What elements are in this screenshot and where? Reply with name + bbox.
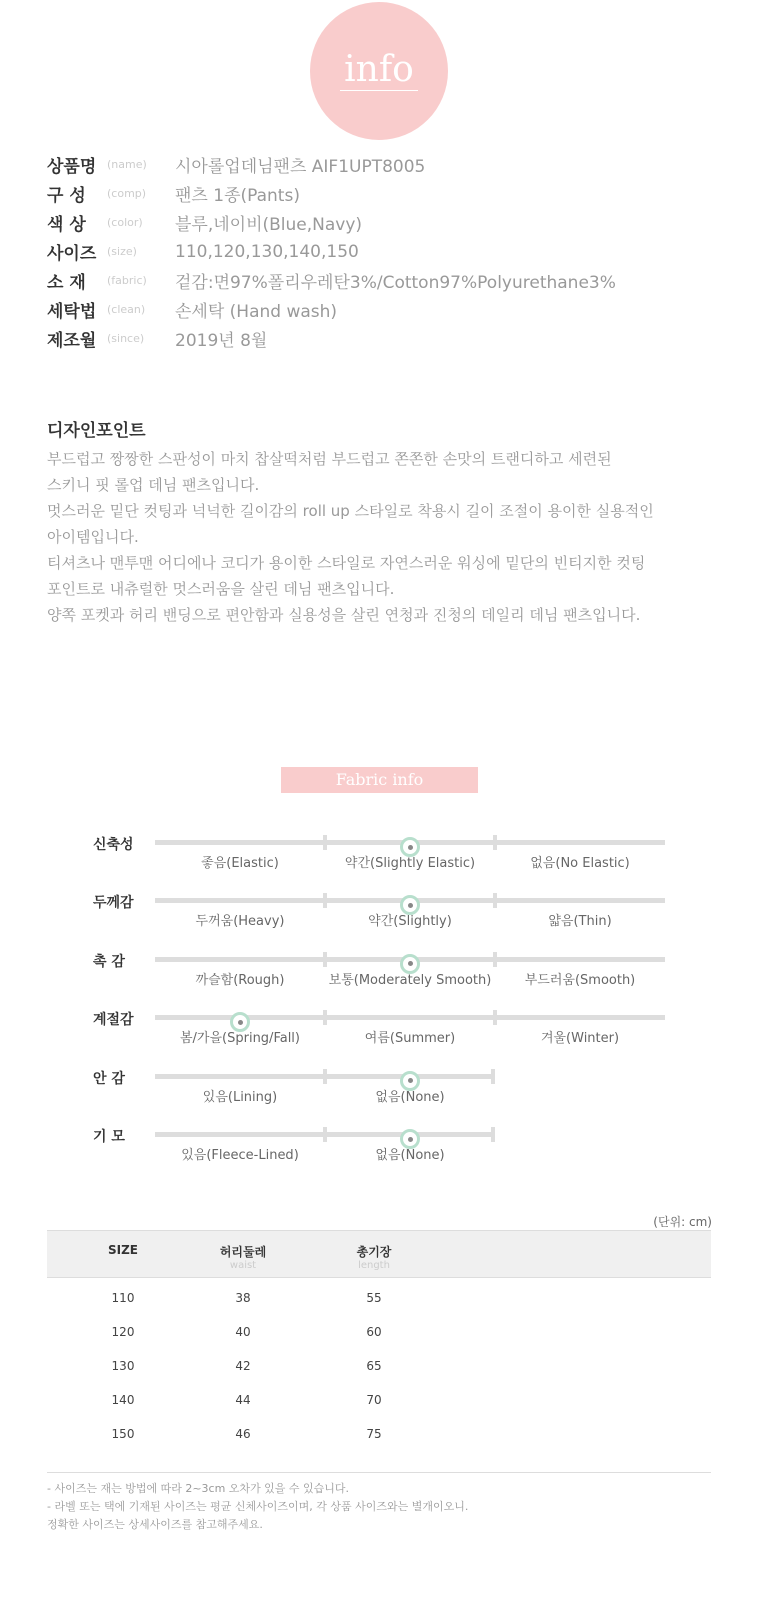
fabric-row-label: 안 감 bbox=[93, 1070, 125, 1087]
fabric-row-label: 계절감 bbox=[93, 1012, 134, 1029]
design-line: 양쪽 포켓과 허리 밴딩으로 편안함과 실용성을 살린 연청과 진청의 데일리 데님 팬츠입니다. bbox=[47, 606, 641, 624]
size-notes bbox=[47, 1472, 711, 1534]
fabric-option-label: 봄/가을(Spring/Fall) bbox=[179, 1031, 300, 1047]
spec-label-en: (since) bbox=[107, 332, 145, 345]
fabric-option-label: 없음(None) bbox=[375, 1089, 445, 1105]
size-header-cell bbox=[324, 1243, 424, 1272]
spec-label-en: (size) bbox=[107, 245, 137, 258]
spec-row bbox=[47, 295, 616, 324]
design-point-title: 디자인포인트 bbox=[47, 421, 146, 441]
size-note: - 사이즈는 재는 방법에 따라 2~3cm 오차가 있을 수 있습니다. bbox=[47, 1482, 350, 1495]
spec-value: 팬츠 1종(Pants) bbox=[175, 186, 300, 206]
spec-value: 손세탁 (Hand wash) bbox=[175, 302, 338, 322]
info-label: info bbox=[340, 52, 418, 91]
info-badge bbox=[310, 2, 448, 140]
fabric-option-label: 여름(Summer) bbox=[364, 1031, 456, 1047]
size-cell: 140 bbox=[111, 1393, 135, 1407]
fabric-scale-tick bbox=[323, 835, 327, 850]
fabric-row bbox=[0, 1009, 780, 1067]
table-row bbox=[47, 1417, 711, 1451]
fabric-row-label: 기 모 bbox=[93, 1129, 125, 1145]
table-row bbox=[47, 1383, 711, 1417]
fabric-row bbox=[0, 892, 780, 950]
size-table bbox=[47, 1230, 711, 1451]
size-cell: 70 bbox=[366, 1393, 382, 1407]
fabric-option-label: 두꺼움(Heavy) bbox=[195, 914, 285, 930]
size-header-cell bbox=[73, 1243, 173, 1257]
spec-label: 제조월 bbox=[47, 331, 97, 351]
size-cell: 60 bbox=[366, 1325, 382, 1339]
size-cell: 130 bbox=[111, 1359, 135, 1373]
fabric-row bbox=[0, 1068, 780, 1126]
fabric-scale-tick bbox=[493, 893, 497, 908]
size-cell: 75 bbox=[366, 1427, 382, 1441]
fabric-scale-bar bbox=[155, 1015, 665, 1020]
fabric-option-label: 약간(Slightly) bbox=[368, 914, 452, 930]
spec-value: 블루,네이비(Blue,Navy) bbox=[175, 215, 363, 235]
fabric-scale-tick bbox=[493, 952, 497, 967]
fabric-scale-tick bbox=[491, 1069, 495, 1084]
fabric-option-label: 얇음(Thin) bbox=[548, 914, 612, 930]
spec-row bbox=[47, 150, 616, 179]
size-cell: 42 bbox=[235, 1359, 251, 1373]
fabric-option-label: 있음(Fleece-Lined) bbox=[181, 1148, 299, 1163]
fabric-option-label: 좋음(Elastic) bbox=[201, 856, 279, 871]
spec-label: 상품명 bbox=[47, 157, 97, 177]
size-cell: 150 bbox=[111, 1427, 135, 1441]
size-cell: 38 bbox=[235, 1291, 251, 1305]
fabric-option-label: 보통(Moderately Smooth) bbox=[328, 972, 492, 988]
size-header-label: SIZE bbox=[107, 1243, 138, 1257]
design-line: 아이템입니다. bbox=[47, 528, 139, 546]
fabric-scale-tick bbox=[323, 1127, 327, 1142]
spec-label-en: (fabric) bbox=[107, 274, 147, 287]
fabric-option-label: 까슬함(Rough) bbox=[195, 972, 285, 988]
fabric-scale-tick bbox=[323, 1069, 327, 1084]
size-cell: 55 bbox=[366, 1291, 382, 1305]
size-cell: 40 bbox=[235, 1325, 251, 1339]
design-point-text bbox=[47, 446, 747, 628]
size-header-sub: length bbox=[358, 1260, 390, 1271]
spec-label: 세탁법 bbox=[47, 302, 97, 322]
size-cell: 65 bbox=[366, 1359, 382, 1373]
fabric-scale-bar bbox=[155, 840, 665, 845]
size-note: - 라벨 또는 택에 기재된 사이즈는 평균 신체사이즈이며, 각 상품 사이즈와는 별개이오니. bbox=[47, 1500, 469, 1513]
size-unit-label: (단위: cm) bbox=[653, 1215, 712, 1229]
spec-label: 소 재 bbox=[47, 273, 86, 293]
fabric-scale-bar bbox=[155, 1074, 495, 1079]
fabric-row bbox=[0, 1126, 780, 1184]
design-line: 멋스러운 밑단 컷팅과 넉넉한 길이감의 roll up 스타일로 착용시 길이 조절이 용이한 실용적인 bbox=[47, 502, 654, 520]
fabric-scale-tick bbox=[493, 835, 497, 850]
size-cell: 46 bbox=[235, 1427, 251, 1441]
spec-value: 시아롤업데님팬츠 AIF1UPT8005 bbox=[175, 157, 426, 177]
fabric-info-banner: Fabric info bbox=[281, 767, 478, 793]
size-cell: 110 bbox=[111, 1291, 135, 1305]
design-line: 포인트로 내츄럴한 멋스러움을 살린 데님 팬츠입니다. bbox=[47, 580, 395, 598]
table-row bbox=[47, 1349, 711, 1383]
fabric-option-label: 없음(None) bbox=[375, 1148, 445, 1163]
table-row bbox=[47, 1281, 711, 1315]
fabric-row-label: 신축성 bbox=[93, 837, 134, 853]
design-line: 티셔츠나 맨투맨 어디에나 코디가 용이한 스타일로 자연스러운 워싱에 밑단의 빈티지한 컷팅 bbox=[47, 554, 646, 572]
design-line: 부드럽고 짱짱한 스판성이 마치 찹살떡처럼 부드럽고 쫀쫀한 손맛의 트랜디하고 세련된 bbox=[47, 450, 612, 468]
fabric-scale-tick bbox=[323, 952, 327, 967]
fabric-scale-bar bbox=[155, 898, 665, 903]
fabric-scale-tick bbox=[493, 1010, 497, 1025]
size-header-label: 총기장 bbox=[356, 1245, 392, 1259]
fabric-row-label: 두께감 bbox=[93, 895, 134, 912]
spec-value: 2019년 8월 bbox=[175, 331, 268, 351]
size-note: 정확한 사이즈는 상세사이즈를 참고해주세요. bbox=[47, 1518, 263, 1531]
design-line: 스키니 핏 롤업 데님 팬츠입니다. bbox=[47, 476, 260, 494]
spec-row bbox=[47, 208, 616, 237]
product-spec-list bbox=[47, 150, 616, 353]
size-header-label: 허리둘레 bbox=[219, 1245, 267, 1259]
spec-value: 110,120,130,140,150 bbox=[175, 241, 359, 262]
fabric-option-label: 있음(Lining) bbox=[202, 1089, 278, 1105]
size-header-cell bbox=[193, 1243, 293, 1272]
spec-label-en: (clean) bbox=[107, 303, 146, 316]
spec-row bbox=[47, 237, 616, 266]
fabric-scale-bar bbox=[155, 957, 665, 962]
fabric-row bbox=[0, 834, 780, 892]
fabric-option-label: 약간(Slightly Elastic) bbox=[344, 856, 476, 871]
spec-label-en: (name) bbox=[107, 158, 147, 171]
size-cell: 120 bbox=[111, 1325, 135, 1339]
spec-row bbox=[47, 324, 616, 353]
fabric-option-label: 부드러움(Smooth) bbox=[524, 972, 636, 988]
fabric-scale-tick bbox=[491, 1127, 495, 1142]
fabric-scale-tick bbox=[323, 1010, 327, 1025]
spec-label-en: (comp) bbox=[107, 187, 147, 200]
fabric-row-label: 촉 감 bbox=[93, 953, 125, 970]
fabric-option-label: 겨울(Winter) bbox=[540, 1031, 620, 1047]
table-row bbox=[47, 1315, 711, 1349]
size-cell: 44 bbox=[235, 1393, 251, 1407]
spec-row bbox=[47, 266, 616, 295]
spec-label: 색 상 bbox=[47, 215, 86, 235]
spec-label-en: (color) bbox=[107, 216, 143, 229]
size-header-sub: waist bbox=[229, 1260, 257, 1271]
spec-value: 겉감:면97%폴리우레탄3%/Cotton97%Polyurethane3% bbox=[175, 273, 616, 293]
spec-label: 사이즈 bbox=[47, 244, 97, 264]
fabric-scale-tick bbox=[323, 893, 327, 908]
fabric-scale-bar bbox=[155, 1132, 495, 1137]
spec-row bbox=[47, 179, 616, 208]
size-table-header bbox=[47, 1230, 711, 1278]
fabric-row bbox=[0, 951, 780, 1009]
fabric-option-label: 없음(No Elastic) bbox=[530, 856, 630, 871]
spec-label: 구 성 bbox=[47, 186, 86, 206]
